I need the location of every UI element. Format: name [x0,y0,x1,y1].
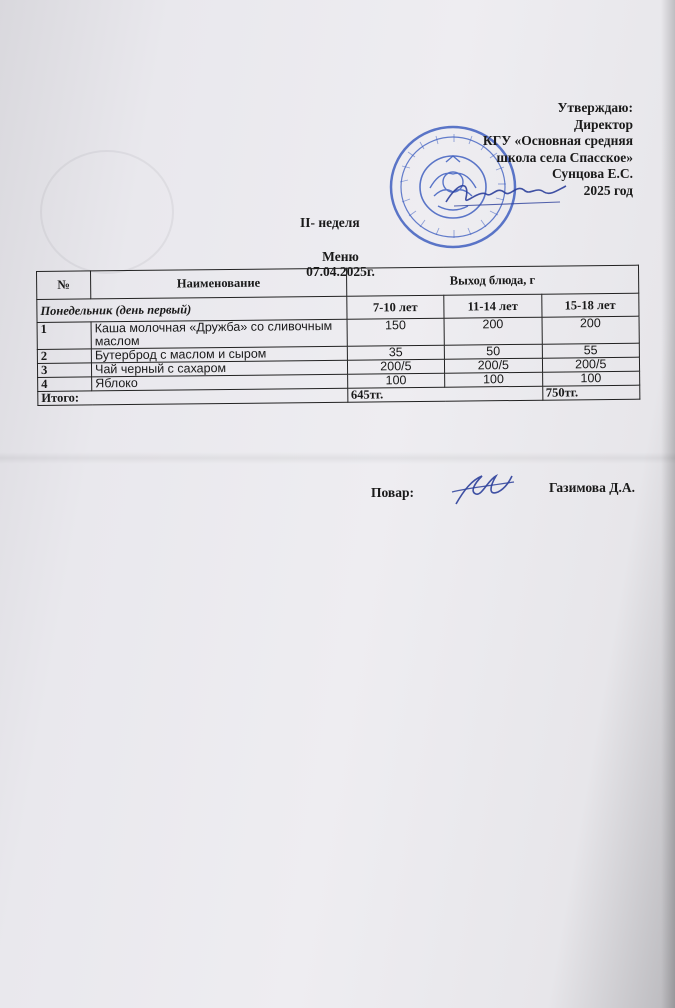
cook-label: Повар: [371,485,414,500]
row-number: 1 [37,322,91,350]
row-number: 2 [37,349,91,364]
cook-name: Газимова Д.А. [549,480,635,495]
yield-11-14: 200 [444,317,542,345]
menu-date: 07.04.2025г. [306,263,375,279]
age-group-3: 15-18 лет [541,293,639,317]
dish-name: Каша молочная «Дружба» со сливочным маслом [91,319,347,349]
approval-year: 2025 год [583,182,633,198]
cook-signature-icon [448,470,518,510]
total-price-1: 645тг. [347,386,542,402]
total-price-2: 750тг. [542,385,640,400]
total-label: Итого: [38,388,348,405]
yield-15-18: 200/5 [542,357,640,372]
paper-crease [0,452,675,464]
dish-name: Бутерброд с маслом и сыром [91,346,347,363]
dish-name: Яблоко [92,374,348,391]
yield-15-18: 55 [542,343,640,358]
approval-director-name: Сунцова Е.С. [551,166,633,181]
yield-15-18: 100 [542,371,640,386]
yield-7-10: 150 [347,318,445,346]
yield-11-14: 200/5 [445,358,543,373]
menu-title: Меню [322,249,359,264]
approval-title: Утверждаю: [557,100,633,115]
header-number: № [37,271,91,300]
day-label: Понедельник (день первый) [37,296,347,322]
yield-7-10: 35 [347,345,445,360]
age-group-1: 7-10 лет [346,295,444,319]
row-number: 3 [37,363,91,378]
header-yield: Выход блюда, г [346,265,639,296]
approval-block [483,100,633,199]
yield-11-14: 50 [444,344,542,359]
row-number: 4 [38,377,92,392]
menu-table [36,265,640,406]
age-group-2: 11-14 лет [444,294,542,318]
yield-7-10: 100 [347,373,445,388]
approval-org-line1: КГУ «Основная средняя [482,133,633,148]
page-edge-shadow [661,0,675,1008]
yield-7-10: 200/5 [347,359,445,374]
header-name: Наименование [91,268,347,299]
approval-org-line2: школа села Спасское» [496,149,633,165]
yield-15-18: 200 [542,316,640,344]
week-label: II- неделя [300,215,360,230]
dish-name: Чай черный с сахаром [92,360,348,377]
yield-11-14: 100 [445,372,543,387]
approval-position: Директор [573,116,633,132]
